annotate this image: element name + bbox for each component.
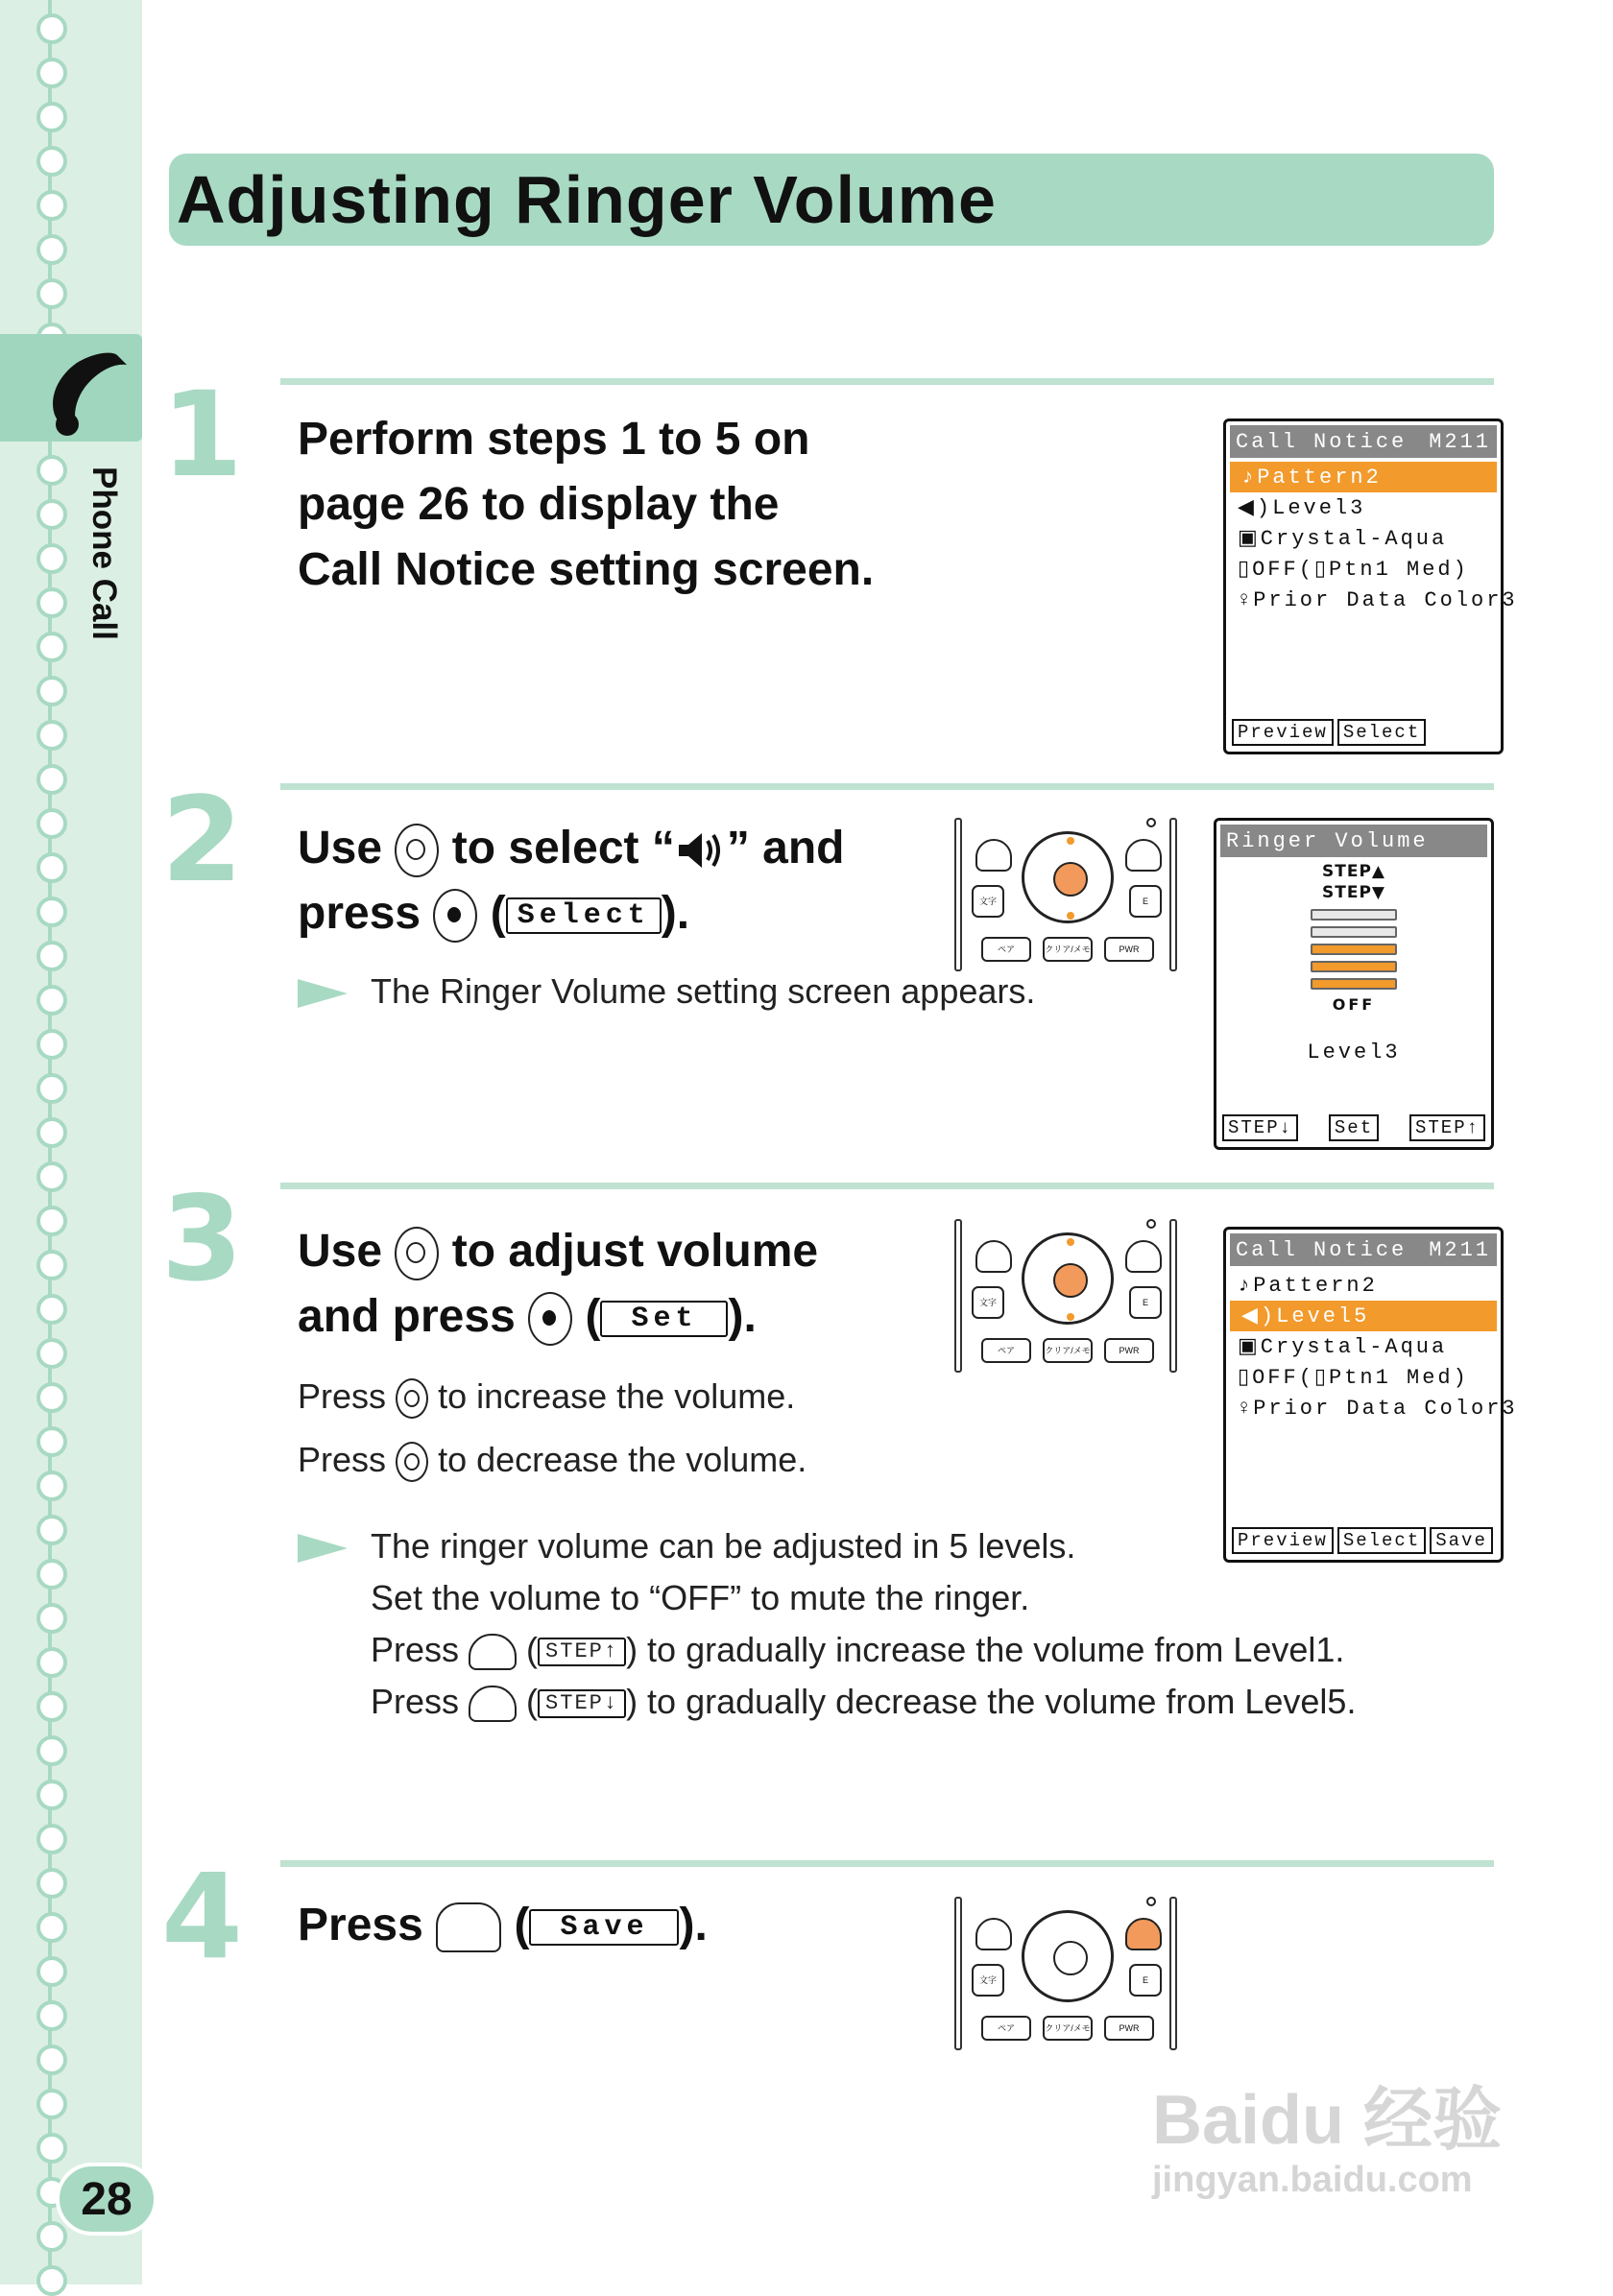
binder-ring bbox=[36, 2221, 67, 2252]
pad-power-key: PWR bbox=[1104, 1338, 1154, 1363]
softkey-select: Select bbox=[1337, 1527, 1426, 1554]
screen-title: Call Notice bbox=[1236, 429, 1408, 454]
screen-softkeys bbox=[1232, 1527, 1495, 1554]
note-arrow-icon bbox=[298, 979, 348, 1008]
nav-updown-key-icon bbox=[395, 1227, 439, 1280]
text: ( bbox=[490, 888, 506, 939]
binder-ring bbox=[36, 2045, 67, 2075]
step2-note bbox=[298, 971, 1035, 1012]
volume-bar bbox=[1311, 944, 1397, 955]
set-key-label: Set bbox=[600, 1301, 728, 1337]
pad-right-softkey bbox=[1125, 839, 1162, 872]
binder-ring bbox=[36, 1206, 67, 1236]
pad-down-dot bbox=[1067, 912, 1074, 920]
step-up-text: STEP▲ bbox=[1322, 862, 1385, 881]
screen-header bbox=[1230, 425, 1497, 458]
binder-ring bbox=[36, 1735, 67, 1766]
text: press bbox=[298, 888, 421, 939]
step3-line1 bbox=[298, 1219, 818, 1284]
screen-row-pattern: ♪Pattern2 bbox=[1230, 462, 1497, 492]
binder-ring bbox=[36, 1647, 67, 1678]
note-step-down: Press ( STEP↓ ) to gradually decrease the volume from Level5. bbox=[371, 1682, 1357, 1721]
select-key-label: Select bbox=[506, 897, 662, 934]
note-step-up: Press ( STEP↑ ) to gradually increase the volume from Level1. bbox=[371, 1630, 1345, 1669]
note-arrow-icon bbox=[298, 1534, 348, 1563]
pad-right-softkey bbox=[1125, 1240, 1162, 1273]
text: ). bbox=[679, 1900, 708, 1950]
softkey-preview: Preview bbox=[1232, 719, 1334, 746]
pad-e-key: E bbox=[1129, 1286, 1162, 1319]
step-separator bbox=[280, 1183, 1494, 1189]
soft-key-icon bbox=[469, 1634, 517, 1670]
pad-call-key: ペア bbox=[981, 2016, 1031, 2041]
binder-ring bbox=[36, 58, 67, 88]
ringer-volume-screen bbox=[1214, 818, 1494, 1150]
pad-e-key: E bbox=[1129, 885, 1162, 918]
screen-row-image: ▣Crystal-Aqua bbox=[1238, 527, 1448, 551]
save-key-label: Save bbox=[529, 1909, 679, 1946]
text: to decrease the volume. bbox=[438, 1440, 807, 1479]
binder-ring bbox=[36, 1250, 67, 1280]
binder-ring bbox=[36, 102, 67, 132]
text: ). bbox=[728, 1291, 757, 1342]
step4-line bbox=[298, 1893, 708, 1958]
binder-ring bbox=[36, 1029, 67, 1060]
screen-row-light: ♀Prior Data Color3 bbox=[1238, 1396, 1518, 1421]
text: Press bbox=[298, 1376, 387, 1416]
volume-bar bbox=[1311, 978, 1397, 990]
binder-ring bbox=[36, 455, 67, 486]
step-number: 4 bbox=[161, 1849, 243, 1985]
pad-clear-key: クリア/メモ bbox=[1043, 937, 1093, 962]
binder-ring bbox=[36, 146, 67, 177]
text: ( bbox=[514, 1900, 530, 1950]
page-title: Adjusting Ringer Volume bbox=[177, 162, 997, 237]
binder-ring bbox=[36, 278, 67, 309]
step-number: 2 bbox=[161, 772, 243, 908]
pad-indicator bbox=[1146, 1897, 1156, 1906]
step2-line1 bbox=[298, 816, 845, 881]
softkey-save: Save bbox=[1430, 1527, 1493, 1554]
binder-ring bbox=[36, 720, 67, 751]
step-down-key-label: STEP↓ bbox=[538, 1689, 626, 1718]
step1-line: page 26 to display the bbox=[298, 479, 780, 530]
text: ). bbox=[661, 888, 690, 939]
pad-edge bbox=[1169, 1897, 1177, 2050]
center-key-icon bbox=[433, 889, 477, 943]
step-separator bbox=[280, 783, 1494, 790]
binder-ring bbox=[36, 2133, 67, 2164]
step-separator bbox=[280, 1860, 1494, 1867]
binder-ring bbox=[36, 897, 67, 927]
pad-edge bbox=[1169, 1219, 1177, 1373]
binder-ring bbox=[36, 1471, 67, 1501]
binder-ring bbox=[36, 1161, 67, 1192]
step-number: 1 bbox=[161, 367, 243, 503]
screen-row-volume: ◀)Level3 bbox=[1238, 496, 1366, 520]
screen-softkeys bbox=[1222, 1114, 1485, 1141]
volume-bar bbox=[1311, 926, 1397, 938]
pad-mail-key: 文字 bbox=[972, 885, 1004, 918]
nav-updown-key-icon bbox=[395, 824, 439, 877]
center-key-icon bbox=[528, 1292, 572, 1346]
screen-softkeys bbox=[1232, 719, 1495, 746]
pad-call-key: ペア bbox=[981, 937, 1031, 962]
pad-left-softkey bbox=[975, 1240, 1012, 1273]
speaker-volume-icon bbox=[675, 829, 727, 872]
text: ” and bbox=[726, 823, 845, 873]
keypad-diagram bbox=[954, 1897, 1181, 2056]
screen-title: Call Notice bbox=[1236, 1237, 1408, 1262]
step-indicator bbox=[1216, 861, 1491, 903]
pad-e-key: E bbox=[1129, 1964, 1162, 1997]
screen-title: Ringer Volume bbox=[1226, 828, 1429, 853]
binder-ring bbox=[36, 1912, 67, 1943]
step3-line2 bbox=[298, 1284, 757, 1350]
pad-right-softkey bbox=[1125, 1918, 1162, 1950]
screen-header bbox=[1230, 1233, 1497, 1266]
step1-line: Perform steps 1 to 5 on bbox=[298, 414, 810, 465]
pad-center-key bbox=[1053, 1941, 1088, 1975]
softkey-step-up: STEP↑ bbox=[1409, 1114, 1485, 1141]
binder-ring bbox=[36, 1117, 67, 1148]
pad-indicator bbox=[1146, 1219, 1156, 1229]
phone-handset-icon bbox=[0, 334, 142, 442]
pad-up-dot bbox=[1067, 837, 1074, 845]
screen-row-image: ▣Crystal-Aqua bbox=[1238, 1335, 1448, 1359]
page-number: 28 bbox=[56, 2163, 157, 2236]
screen-row-volume: ◀)Level5 bbox=[1230, 1301, 1497, 1331]
pad-up-dot bbox=[1067, 1238, 1074, 1246]
text: to increase the volume. bbox=[438, 1376, 796, 1416]
step3-press-down bbox=[298, 1440, 806, 1482]
pad-clear-key: クリア/メモ bbox=[1043, 2016, 1093, 2041]
text: ) to gradually decrease the volume from Level5. bbox=[626, 1682, 1357, 1721]
text: and press bbox=[298, 1291, 516, 1342]
pad-mail-key: 文字 bbox=[972, 1286, 1004, 1319]
note-text: The ringer volume can be adjusted in 5 levels. bbox=[371, 1526, 1076, 1566]
step1-text bbox=[298, 407, 874, 603]
text: ( bbox=[585, 1291, 601, 1342]
binder-ring bbox=[36, 1426, 67, 1457]
text: Press bbox=[371, 1682, 460, 1721]
binder-ring bbox=[36, 1603, 67, 1634]
binder-ring bbox=[36, 985, 67, 1016]
step3-press-up bbox=[298, 1376, 795, 1419]
soft-key-icon bbox=[436, 1902, 501, 1952]
screen-header bbox=[1220, 825, 1487, 857]
level-text: Level3 bbox=[1307, 1040, 1401, 1064]
binder-ring bbox=[36, 764, 67, 795]
binder-ring bbox=[36, 1956, 67, 1987]
pad-indicator bbox=[1146, 818, 1156, 827]
text: Use bbox=[298, 823, 383, 873]
text: Press bbox=[298, 1440, 387, 1479]
step1-line: Call Notice setting screen. bbox=[298, 544, 875, 595]
binder-ring bbox=[36, 2089, 67, 2119]
binder-ring bbox=[36, 852, 67, 883]
screen-model: M211 bbox=[1429, 1237, 1491, 1262]
text: Press bbox=[371, 1630, 460, 1669]
screen-row-pattern: ♪Pattern2 bbox=[1238, 1273, 1378, 1298]
keypad-diagram bbox=[954, 818, 1181, 977]
soft-key-icon bbox=[469, 1686, 517, 1722]
watermark-url: jingyan.baidu.com bbox=[1152, 2160, 1473, 2200]
binder-ring bbox=[36, 1515, 67, 1545]
step3-notes bbox=[298, 1520, 1356, 1728]
off-label: OFF bbox=[1332, 995, 1376, 1014]
binder-ring bbox=[36, 1338, 67, 1369]
pad-power-key: PWR bbox=[1104, 937, 1154, 962]
binder-ring bbox=[36, 13, 67, 44]
volume-bars bbox=[1311, 909, 1397, 990]
binder-ring bbox=[36, 587, 67, 618]
binder-ring bbox=[36, 1824, 67, 1854]
nav-down-key-icon bbox=[396, 1442, 428, 1482]
pad-left-softkey bbox=[975, 1918, 1012, 1950]
pad-center-key bbox=[1053, 1263, 1088, 1298]
pad-clear-key: クリア/メモ bbox=[1043, 1338, 1093, 1363]
binder-ring bbox=[36, 676, 67, 706]
nav-up-key-icon bbox=[396, 1378, 428, 1419]
binder-ring bbox=[36, 499, 67, 530]
pad-edge bbox=[954, 1897, 962, 2050]
pad-edge bbox=[954, 1219, 962, 1373]
binder-ring bbox=[36, 543, 67, 574]
text: Press bbox=[298, 1900, 423, 1950]
step-separator bbox=[280, 378, 1494, 385]
call-notice-screen bbox=[1223, 419, 1518, 754]
softkey-preview: Preview bbox=[1232, 1527, 1334, 1554]
text: to adjust volume bbox=[451, 1226, 819, 1277]
binder-ring bbox=[36, 808, 67, 839]
step-up-key-label: STEP↑ bbox=[538, 1638, 626, 1666]
pad-edge bbox=[954, 818, 962, 971]
binder-ring bbox=[36, 2265, 67, 2296]
text: to select “ bbox=[451, 823, 675, 873]
binder-ring bbox=[36, 234, 67, 265]
call-notice-screen-updated bbox=[1223, 1227, 1518, 1563]
softkey-step-down: STEP↓ bbox=[1222, 1114, 1298, 1141]
volume-bar bbox=[1311, 961, 1397, 972]
pad-power-key: PWR bbox=[1104, 2016, 1154, 2041]
pad-left-softkey bbox=[975, 839, 1012, 872]
side-section-label: Phone Call bbox=[85, 466, 123, 640]
text: Use bbox=[298, 1226, 383, 1277]
binder-ring bbox=[36, 941, 67, 971]
step-number: 3 bbox=[161, 1171, 243, 1307]
section-tab bbox=[0, 334, 142, 442]
screen-row-light: ♀Prior Data Color3 bbox=[1238, 587, 1518, 612]
keypad-diagram bbox=[954, 1219, 1181, 1378]
binder-ring bbox=[36, 1073, 67, 1104]
binder-ring bbox=[36, 190, 67, 221]
title-bar bbox=[169, 154, 1494, 246]
binder-ring bbox=[36, 1294, 67, 1325]
binder-ring bbox=[36, 1382, 67, 1413]
binder-ring bbox=[36, 1559, 67, 1590]
text: ) to gradually increase the volume from Level1. bbox=[626, 1630, 1345, 1669]
softkey-set: Set bbox=[1329, 1114, 1379, 1141]
binder-ring bbox=[36, 1780, 67, 1810]
binder-ring bbox=[36, 1868, 67, 1899]
binder-ring bbox=[36, 2000, 67, 2031]
pad-edge bbox=[1169, 818, 1177, 971]
pad-call-key: ペア bbox=[981, 1338, 1031, 1363]
screen-model: M211 bbox=[1429, 429, 1491, 454]
step-down-text: STEP▼ bbox=[1322, 883, 1385, 902]
volume-bar bbox=[1311, 909, 1397, 921]
step2-line2 bbox=[298, 881, 689, 946]
screen-row-vibrate: ▯OFF(▯Ptn1 Med) bbox=[1238, 558, 1469, 582]
softkey-select: Select bbox=[1337, 719, 1426, 746]
screen-row-vibrate: ▯OFF(▯Ptn1 Med) bbox=[1238, 1366, 1469, 1390]
pad-down-dot bbox=[1067, 1313, 1074, 1321]
watermark-logo: Baidu 经验 bbox=[1152, 2082, 1503, 2159]
note-text: The Ringer Volume setting screen appears. bbox=[371, 971, 1036, 1011]
pad-mail-key: 文字 bbox=[972, 1964, 1004, 1997]
binder-ring bbox=[36, 1691, 67, 1722]
note-text: Set the volume to “OFF” to mute the ringer. bbox=[371, 1578, 1030, 1617]
binder-ring bbox=[36, 632, 67, 662]
pad-center-key bbox=[1053, 862, 1088, 897]
